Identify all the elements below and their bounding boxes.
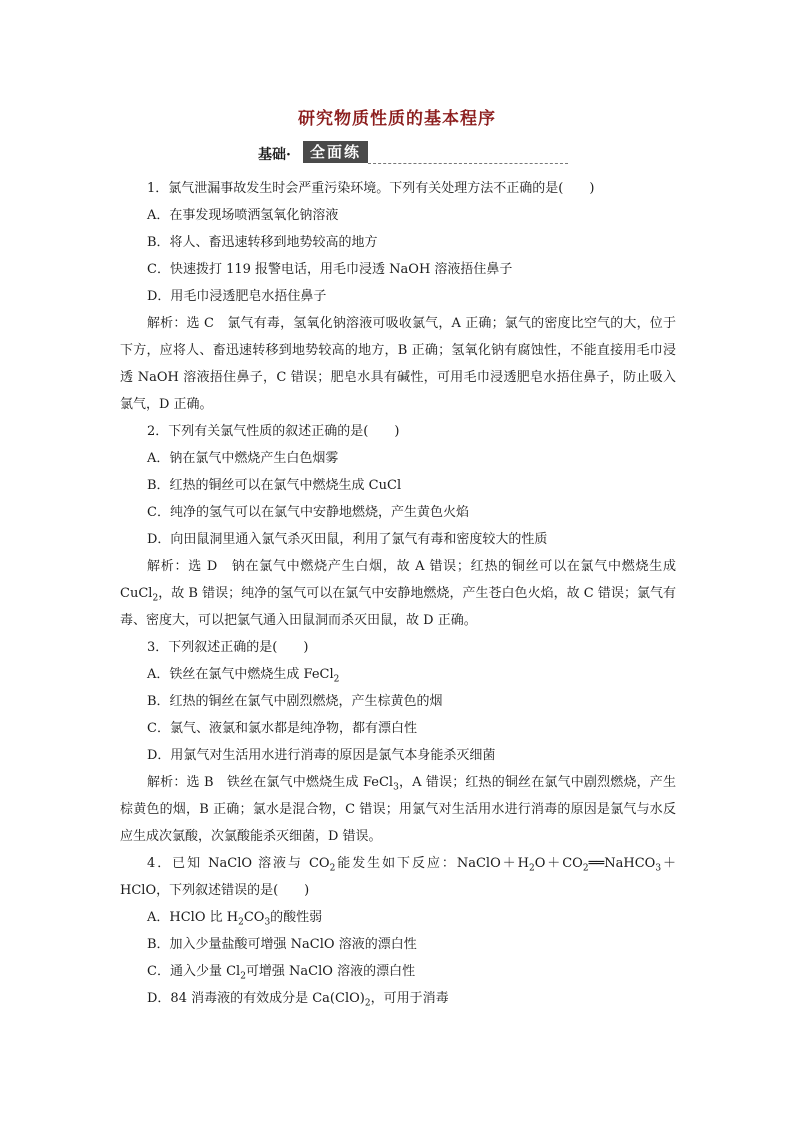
option-d [120,985,676,1012]
section-divider [368,163,568,164]
option-text: 的酸性弱 [270,910,323,925]
analysis-text: 解析：选 D 钠在氯气中燃烧产生白烟，故 A 错误；红热的铜丝可以在氯气中燃烧生成 CuCl [120,559,676,601]
stem-text: 能发生如下反应：NaClO＋H [335,856,529,871]
option-d: D．用氯气对生活用水进行消毒的原因是氯气本身能杀灭细菌 [147,748,496,763]
option-c [120,958,676,985]
question-list [120,175,676,1012]
option-b: B．将人、畜迅速转移到地势较高的地方 [147,235,378,250]
subscript: 2 [364,998,371,1009]
subscript: 2 [152,593,159,604]
option-c: C．氯气、液氯和氯水都是纯净物，都有漂白性 [147,721,417,736]
option-text: ，可用于消毒 [370,991,449,1006]
section-tag: 全面练 [303,141,368,163]
option-a: A．在事发现场喷洒氢氧化钠溶液 [147,208,339,223]
option-text: 可增强 NaClO 溶液的漂白性 [245,964,416,979]
subscript: 3 [393,782,399,793]
stem-text: O＋CO [534,856,583,871]
option-c: C．纯净的氢气可以在氯气中安静地燃烧，产生黄色火焰 [147,505,469,520]
option-a [120,661,676,688]
stem-text: ══NaHCO [588,856,656,871]
subscript: 2 [528,863,535,874]
option-b: B．红热的铜丝在氯气中剧烈燃烧，产生棕黄色的烟 [147,694,443,709]
question-stem: 1．氯气泄漏事故发生时会严重污染环境。下列有关处理方法不正确的是( ) [147,181,595,196]
page-title: 研究物质性质的基本程序 [298,109,496,129]
subscript: 3 [264,917,271,928]
option-d: D．用毛巾浸透肥皂水捂住鼻子 [147,289,327,304]
question-stem: 3．下列叙述正确的是( ) [147,640,309,655]
option-text: C．通入少量 Cl [147,964,241,979]
option-b: B．红热的铜丝可以在氯气中燃烧生成 CuCl [147,478,402,493]
subscript: 2 [329,863,336,874]
subscript: 3 [655,863,662,874]
option-a: A．钠在氯气中燃烧产生白色烟雾 [147,451,339,466]
question-1 [120,175,676,418]
subscript: 2 [238,917,244,928]
question-stem [120,850,676,904]
analysis-text: ，故 B 错误；纯净的氢气可以在氯气中安静地燃烧，产生苍白色火焰，故 C 错误；氯气有毒、密度大，可以把氯气通入田鼠洞而杀灭田鼠，故 D 正确。 [120,586,676,628]
analysis [120,769,676,850]
stem-text: ＋HClO，下列叙述错误的是( ) [120,856,676,898]
subscript: 2 [582,863,589,874]
question-2 [120,418,676,634]
section-header [258,141,568,165]
analysis: 解析：选 C 氯气有毒，氢氧化钠溶液可吸收氯气，A 正确；氯气的密度比空气的大，位于下方，应将人、畜迅速转移到地势较高的地方，B 正确；氢氧化钠有腐蚀性，不能直接用毛巾浸透 NaOH 溶液捂住鼻子，C 错误；肥皂水具有碱性，可用毛巾浸透肥皂水捂住鼻子，防止吸入氯气，D 正确。 [120,316,676,412]
option-text: CO [243,910,265,925]
question-stem: 2．下列有关氯气性质的叙述正确的是( ) [147,424,400,439]
analysis [120,553,676,634]
option-a [120,904,676,931]
section-prefix: 基础· [258,147,291,163]
subscript: 2 [333,674,340,685]
subscript: 2 [240,971,246,982]
question-3 [120,634,676,850]
option-text: A．铁丝在氯气中燃烧生成 FeCl [147,667,334,682]
analysis-text: 解析：选 B 铁丝在氯气中燃烧生成 FeCl [147,775,394,790]
stem-text: 4．已知 NaClO 溶液与 CO [147,856,330,871]
option-b: B．加入少量盐酸可增强 NaClO 溶液的漂白性 [147,937,417,952]
option-text: D．84 消毒液的有效成分是 Ca(ClO) [147,991,365,1006]
option-d: D．向田鼠洞里通入氯气杀灭田鼠，利用了氯气有毒和密度较大的性质 [147,532,548,547]
analysis-text: ，A 错误；红热的铜丝在氯气中剧烈燃烧，产生棕黄色的烟，B 正确；氯水是混合物，C 错误；用氯气对生活用水进行消毒的原因是氯气与水反应生成次氯酸，次氯酸能杀灭细菌，D 错误。 [120,775,676,844]
option-text: A．HClO 比 H [147,910,239,925]
option-c: C．快速拨打 119 报警电话，用毛巾浸透 NaOH 溶液捂住鼻子 [147,262,513,277]
question-4 [120,850,676,1012]
